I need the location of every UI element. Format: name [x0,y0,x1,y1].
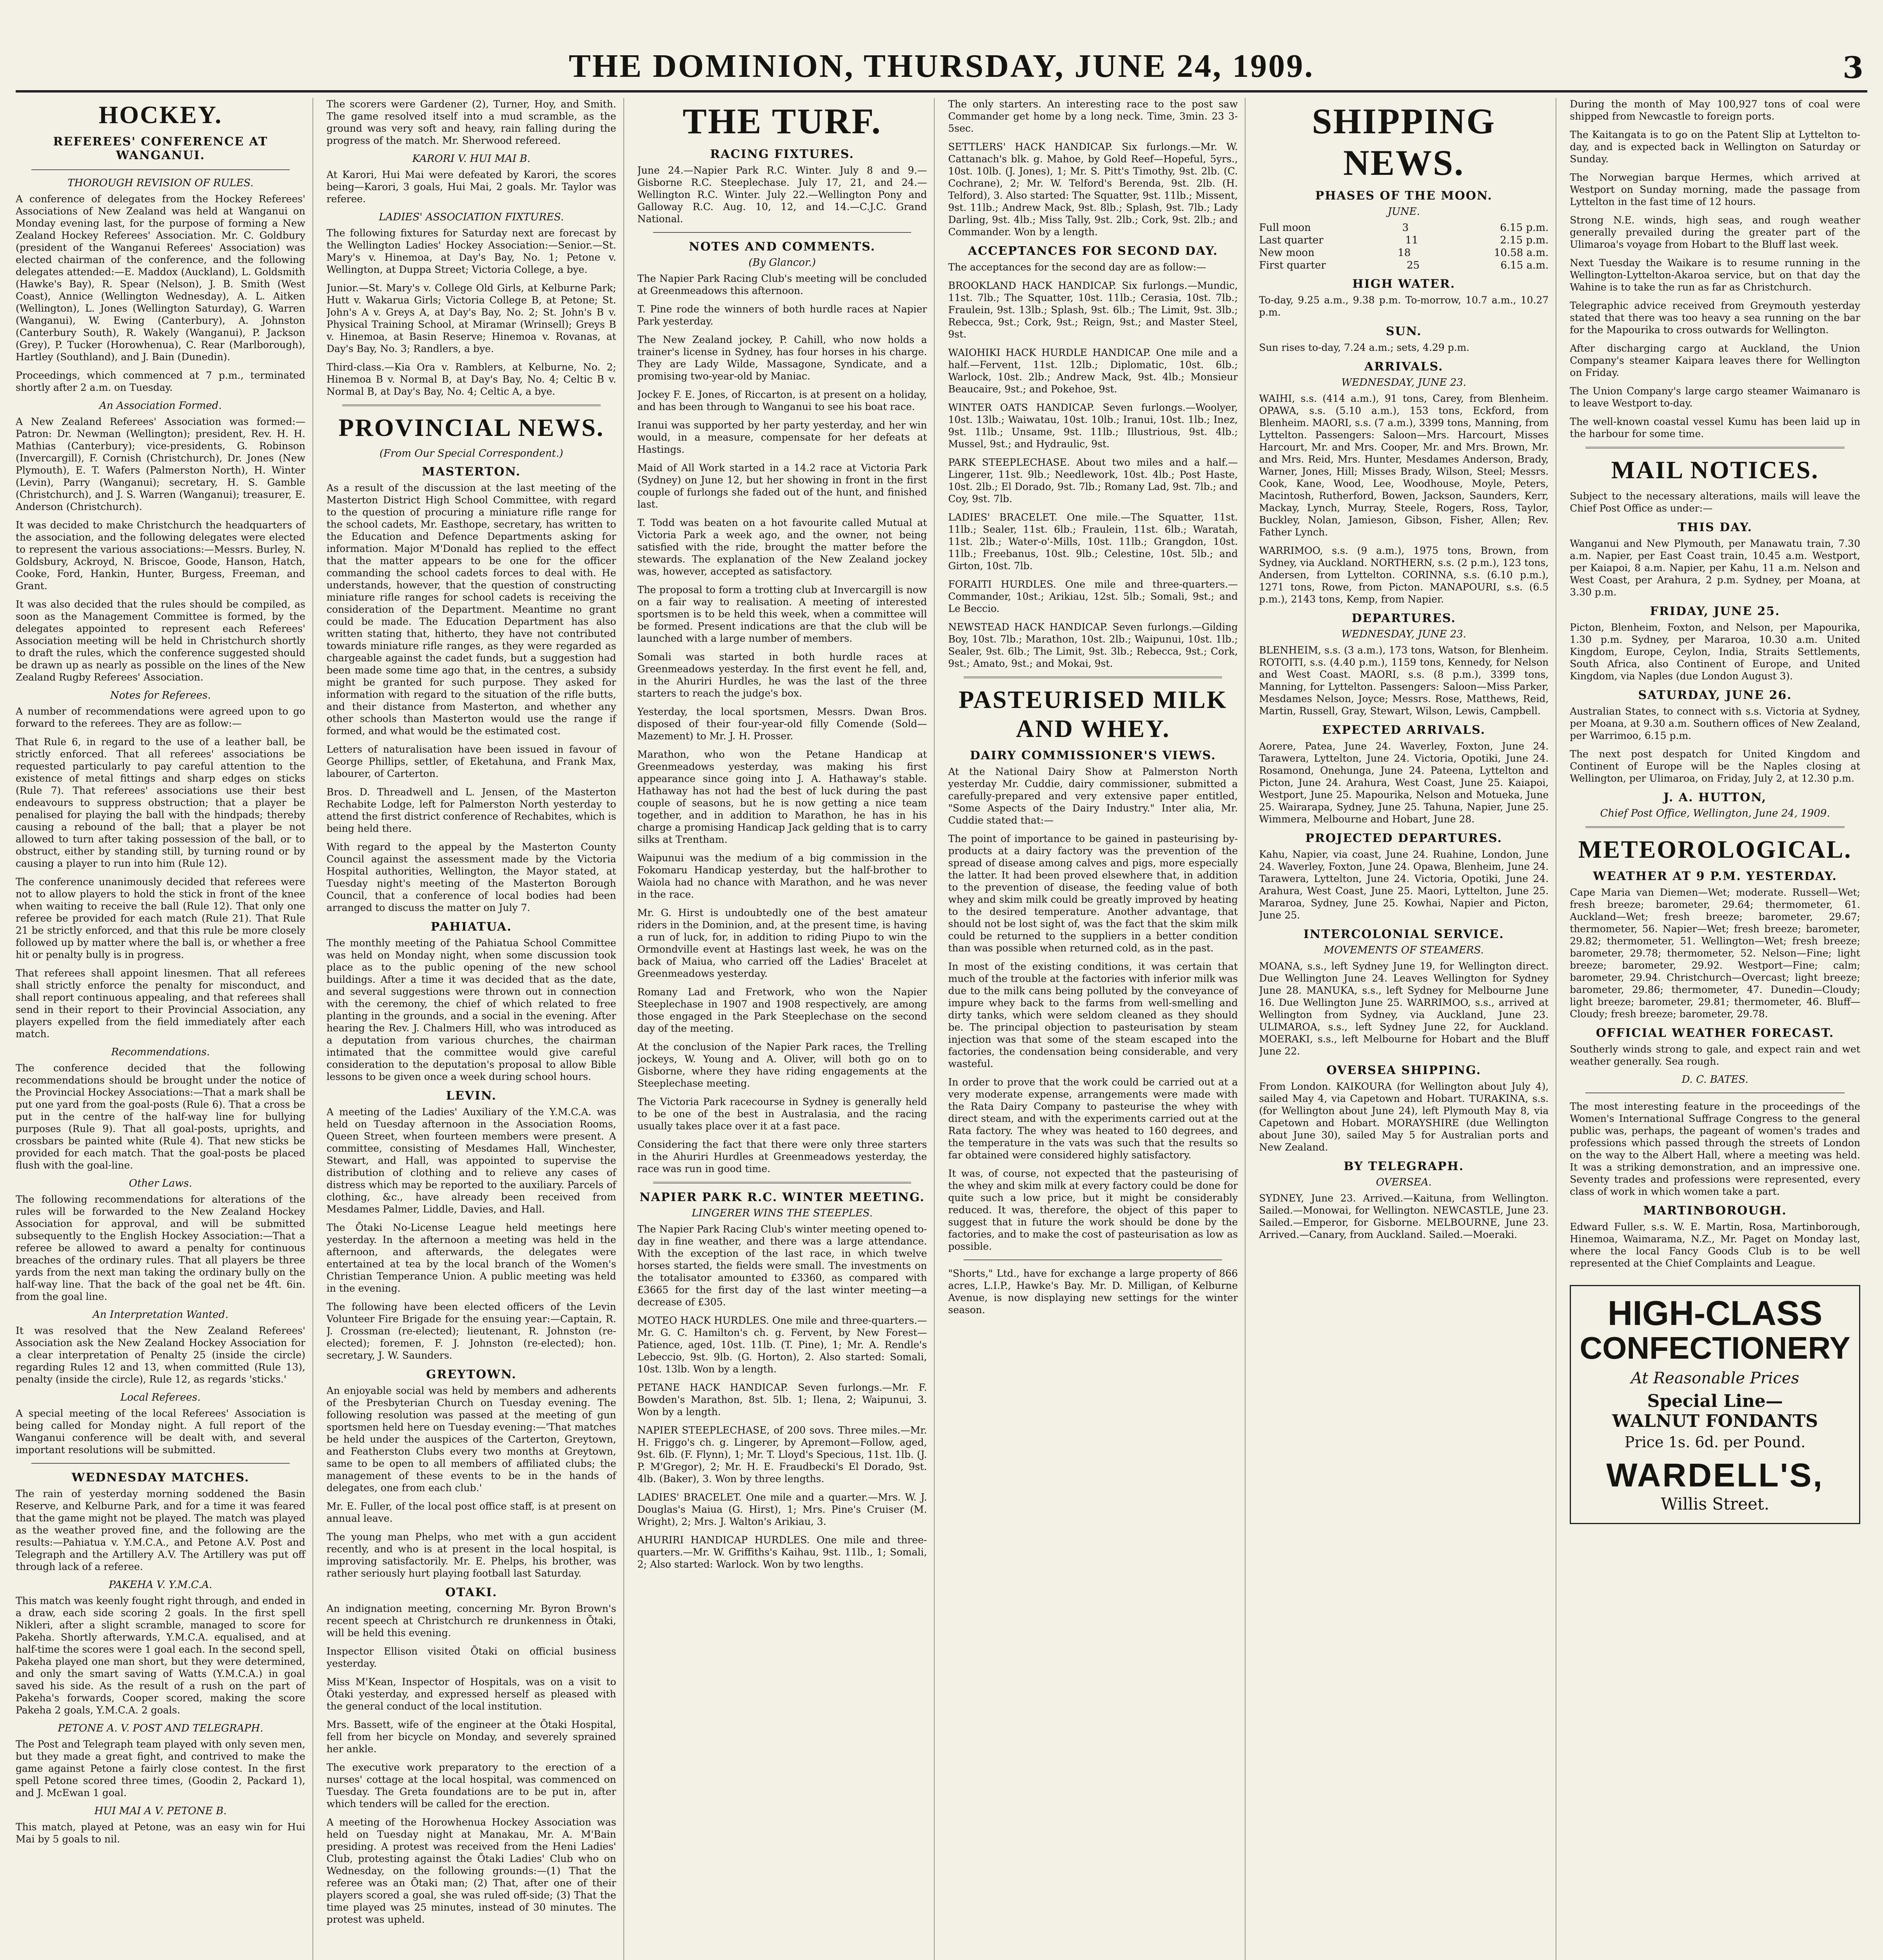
article-paragraph: Letters of naturalisation have been issued in favour of George Phillips, settler, of Eketahuna, and Frank Max, labourer, of Carterton. [326,744,616,779]
article-paragraph: The only starters. An interesting race to the post saw Commander get home by a long neck. Time, 3min. 23 3-5sec. [948,98,1238,134]
article-paragraph: The Post and Telegraph team played with only seven men, but they made a great fight, and contrived to make the game against Petone a fairly close contest. In the first spell Petone scored three times, (Goodin 2, Packard 1), and J. McEwan 1 goal. [16,1739,305,1798]
section-heading-turf: THE TURF. [683,101,882,141]
article-paragraph: AHURIRI HANDICAP HURDLES. One mile and three-quarters.—Mr. W. Griffiths's Kaihau, 9st. 11lb., 1; Somali, 2; Also started: Warlock. Won by two lengths. [637,1534,927,1570]
moon-phase-day: 11 [1405,234,1418,246]
moon-phase-day: 25 [1406,260,1420,271]
article-paragraph: Miss M'Kean, Inspector of Hospitals, was on a visit to Ōtaki yesterday, and expressed herself as pleased with the general conduct of the local institution. [326,1676,616,1712]
article-subheading: OTAKI. [445,1586,498,1599]
article-paragraph: The most interesting feature in the proceedings of the Women's International Suffrage Congress to the general public was, perhaps, the pageant of women's trades and professions which passed through the streets of London on the way to the Albert Hall, where a meeting was held. It was a striking demonstration, and an impressive one. Seventy trades and professions were represented, every class of work in which women take a part. [1570,1101,1860,1197]
section-heading-pasteurised-milk: PASTEURISED MILK AND WHEY. [959,686,1227,742]
article-paragraph: The following fixtures for Saturday next are forecast by the Wellington Ladies' Hockey Association:—Senior.—St. Mary's v. Hinemoa, at Day's Bay, No. 1; Petone v. Wellington, at Duppa Street; Victoria College, a bye. [326,227,616,275]
article-subheading: LEVIN. [446,1089,497,1103]
moon-phase-time: 6.15 p.m. [1500,222,1549,234]
article-subheading: (By Glancor.) [748,257,816,269]
article-paragraph: SYDNEY, June 23. Arrived.—Kaituna, from Wellington. Sailed.—Monowai, for Wellington. NEWCASTLE, June 23. Sailed.—Emperor, for Gisborne. MELBOURNE, June 23. Arrived.—Canary, from Auckland. Sailed.—Moeraki. [1259,1192,1549,1240]
column-4 [948,98,1246,1960]
ad-price: Price 1s. 6d. per Pound. [1624,1434,1806,1451]
divider [653,1182,912,1183]
article-paragraph: Aorere, Patea, June 24. Waverley, Foxton, June 24. Tarawera, Lyttelton, June 24. Victoria, Opotiki, June 24. Rosamond, Onehunga, June 24. Pateena, Lyttelton and Picton, June 24. Arahura, West Coast, June 25. Kaiapoi, Westport, June 25. Mapourika, Nelson and Motueka, June 25. Wairarapa, Sydney, June 25. Tahuna, Napier, June 25. Wimmera, Melbourne and Hobart, June 28. [1259,740,1549,825]
article-paragraph: A number of recommendations were agreed upon to go forward to the referees. They are as follow:— [16,706,305,729]
article-paragraph: The Napier Park Racing Club's meeting will be concluded at Greenmeadows this afternoon. [637,273,927,296]
article-paragraph: The rain of yesterday morning soddened the Basin Reserve, and Kelburne Park, and for a time it was feared that the game might not be played. The match was played as the weather proved fine, and the following are the results:—Pahiatua v. Y.M.C.A., and Petone A.V. Post and Telegraph and the Artillery A.V. The Artillery was put off through lack of a referee. [16,1488,305,1572]
article-paragraph: WINTER OATS HANDICAP. Seven furlongs.—Woolyer, 10st. 13lb.; Waiwatau, 10st. 10lb.; Iranui, 10st. 1lb.; Inez, 9st. 11lb.; Unsame, 9st. 11lb.; Illustrious, 9st. 4lb.; Mussel, 9st.; and Hydraulic, 9st. [948,402,1238,450]
article-paragraph: The next post despatch for United Kingdom and Continent of Europe will be the Naples closing at Wellington, per Ulimaroa, on Friday, July 2, at 12.30 p.m. [1570,748,1860,784]
article-subheading: MOVEMENTS OF STEAMERS. [1324,944,1484,956]
article-paragraph: Mr. E. Fuller, of the local post office staff, is at present on annual leave. [326,1501,616,1524]
article-paragraph: The scorers were Gardener (2), Turner, Hoy, and Smith. The game resolved itself into a mud scramble, as the ground was very soft and heavy, rain falling during the progress of the match. Mr. Sherwood refereed. [326,98,616,146]
article-subheading: INTERCOLONIAL SERVICE. [1303,927,1504,941]
article-subheading: PAKEHA V. Y.M.C.A. [109,1579,212,1591]
article-paragraph: PETANE HACK HANDICAP. Seven furlongs.—Mr. F. Bowden's Marathon, 8st. 5lb. 1; Ilena, 2; Waipunui, 3. Won by a length. [637,1382,927,1417]
article-subheading: PROJECTED DEPARTURES. [1305,831,1502,845]
article-paragraph: Somali was started in both hurdle races at Greenmeadows yesterday. In the first event he fell, and, in the Ahuriri Hurdles, he was the last of the three starters to reach the judge's box. [637,651,927,699]
article-paragraph: In most of the existing conditions, it was certain that much of the trouble at the factories with inferior milk was due to the milk cans being polluted by the conveyance of impure whey back to the farms from well-smelling and dirty tanks, which were seldom cleaned as they should be. The principal objection to pasteurisation by steam injection was that some of the steam escaped into the factories, the condensation being considerable, and very wasteful. [948,961,1238,1069]
moon-phase-time: 2.15 p.m. [1500,234,1549,246]
column-6 [1570,98,1867,1960]
article-paragraph: Kahu, Napier, via coast, June 24. Ruahine, London, June 24. Waverley, Foxton, June 24. Opawa, Blenheim, June 24. Tarawera, Lyttelton, June 24. Victoria, Opotiki, June 24. Arahura, West Coast, June 25. Maori, Lyttelton, June 25. Mararoa, Sydney, June 25. Kowhai, Napier and Picton, June 25. [1259,849,1549,921]
newspaper-title: THE DOMINION, THURSDAY, JUNE 24, 1909. [568,48,1315,84]
moon-phase-label: Full moon [1259,222,1311,234]
divider [1585,826,1845,828]
article-paragraph: Third-class.—Kia Ora v. Ramblers, at Kelburne, No. 2; Hinemoa B v. Normal B, at Day's Bay, No. 4; Celtic B v. Normal B, at Day's Bay, No. 4; Celtic A, a bye. [326,361,616,397]
article-subheading: THOROUGH REVISION OF RULES. [67,177,254,189]
article-subheading: GREYTOWN. [426,1368,517,1381]
article-paragraph: Next Tuesday the Waikare is to resume running in the Wellington-Lyttelton-Akaroa service, but on that day the Wahine is to take the run as far as Christchurch. [1570,257,1860,293]
moon-phase-label: New moon [1259,247,1315,259]
table-row [1259,247,1549,259]
column-1 [16,98,313,1960]
article-paragraph: Bros. D. Threadwell and L. Jensen, of the Masterton Rechabite Lodge, left for Palmerston North yesterday to attend the first district conference of Rechabites, which is being held there. [326,786,616,834]
article-subheading: THIS DAY. [1678,521,1752,534]
article-paragraph: NAPIER STEEPLECHASE, of 200 sovs. Three miles.—Mr. H. Friggo's ch. g. Lingerer, by Apremont—Follow, aged, 9st. 6lb. (F. Flynn), 1; Mr. T. Lloyd's Specious, 11st. 1lb. (J. P. M'Gregor), 2; Mr. H. E. Fraudbecki's El Dorado, 9st. 4lb. (Baker), 3. Won by three lengths. [637,1425,927,1485]
signature-line: D. C. BATES. [1681,1074,1749,1085]
article-paragraph: The well-known coastal vessel Kumu has been laid up in the harbour for some time. [1570,416,1860,439]
article-subheading: OVERSEA. [1376,1176,1432,1188]
ad-tagline: At Reasonable Prices [1631,1369,1799,1387]
article-paragraph: This match was keenly fought right through, and ended in a draw, each side scoring 2 goals. In the first spell Nikleri, after a slight scramble, managed to score for Pakeha. Shortly afterwards, Y.M.C.A. equalised, and at half-time the scores were 1 goal each. In the second spell, Pakeha played one man short, but they were determined, and only the smart saving of Watts (Y.M.C.A.) in goal saved his side. As the result of a rush on the part of Pakeha's forwards, Cooper scored, making the score Pakeha 2 goals, Y.M.C.A. 2 goals. [16,1595,305,1716]
article-subheading: REFEREES' CONFERENCE AT WANGANUI. [53,135,268,162]
article-paragraph: Iranui was supported by her party yesterday, and her win would, in a measure, compensate for her defeats at Hastings. [637,419,927,455]
article-subheading: OFFICIAL WEATHER FORECAST. [1596,1026,1834,1040]
article-paragraph: WAIHI, s.s. (414 a.m.), 91 tons, Carey, from Blenheim. OPAWA, s.s. (5.10 a.m.), 153 tons, Eckford, from Blenheim. MAORI, s.s. (7 a.m.), 3399 tons, Manning, from Lyttelton. Passengers: Saloon—Mrs. Harcourt, Misses Harcourt, Mr. and Mrs. Cooper, Mr. and Mrs. Brown, Mr. and Mrs. Reid, Mrs. Hunter, Mesdames Anderson, Brady, Warner, Jones, Hill; Misses Brady, Wilson, Steel; Messrs. Cook, Kane, Wood, Lee, Woodhouse, Moyle, Peters, Macintosh, Rutherford, Bowen, Jackson, Saunders, Kerr, Mackay, Lynch, Murray, Steele, Rogers, Ross, Taylor, Buckley, Nolan, Jamieson, Gibson, Fisher, Allen; Rev. Father Lynch. [1259,393,1549,538]
article-paragraph: In order to prove that the work could be carried out at a very moderate expense, arrangements were made with the Rata Dairy Company to pasteurise the whey with direct steam, and with the experiments carried out at the Rata factory. The whey was heated to 160 degrees, and the temperature in the vats was such that the results so far obtained were considered highly satisfactory. [948,1076,1238,1161]
article-paragraph: Mr. G. Hirst is undoubtedly one of the best amateur riders in the Dominion, and, at the present time, is having a run of luck, for, in addition to riding Piupo to win the Ormondville event at Hastings last week, he was on the back of Maiua, who carried off the Ladies' Bracelet at Greenmeadows yesterday. [637,907,927,979]
article-paragraph: The Kaitangata is to go on the Patent Slip at Lyttelton to-day, and is expected back in Wellington on Saturday or Sunday. [1570,129,1860,165]
signature-line: Chief Post Office, Wellington, June 24, 1909. [1600,808,1830,819]
article-subheading: An Interpretation Wanted. [93,1309,229,1321]
article-subheading: HIGH WATER. [1352,277,1456,291]
article-paragraph: SETTLERS' HACK HANDICAP. Six furlongs.—Mr. W. Cattanach's blk. g. Mahoe, by Gold Reef—Hopeful, 5yrs., 10st. 10lb. (J. Jones), 1; Mr. S. Pitt's Timothy, 9st. 2lb. (C. Cochrane), 2; Mr. W. Telford's Berenda, 9st. 2lb. (H. Telford), 3. Also started: The Squatter, 9st. 11lb.; Missent, 9st. 11lb.; Andrew Mack, 9st. 8lb.; Splash, 9st. 7lb.; Lady Darling, 9st. 4lb.; Miss Tally, 9st. 2lb.; Cork, 9st. 2lb.; and Commander. Won by a length. [948,141,1238,238]
article-paragraph: Waipunui was the medium of a big commission in the Fokomaru Handicap yesterday, but the half-brother to Waiola had no chance with Marathon, and he was never in the race. [637,852,927,900]
article-paragraph: From London. KAIKOURA (for Wellington about July 4), sailed May 4, via Capetown and Hobart. TURAKINA, s.s. (for Wellington about June 24), left Plymouth May 8, via Capetown and Hobart. MORAYSHIRE (due Wellington about June 30), sailed May 5 for Australian ports and New Zealand. [1259,1081,1549,1153]
article-subheading: MASTERTON. [422,465,521,479]
article-subheading: (From Our Special Correspondent.) [379,448,563,459]
article-subheading: DEPARTURES. [1351,612,1456,625]
article-subheading: WEDNESDAY, JUNE 23. [1341,377,1467,388]
article-subheading: EXPECTED ARRIVALS. [1322,723,1486,737]
article-subheading: An Association Formed. [99,400,222,412]
article-paragraph: June 24.—Napier Park R.C. Winter. July 8 and 9.—Gisborne R.C. Steeplechase. July 17, 21, and 24.—Wellington R.C. Winter. July 22.—Wellington Pony and Galloway R.C. Aug. 10, 12, and 14.—C.J.C. Grand National. [637,165,927,225]
article-paragraph: Romany Lad and Fretwork, who won the Napier Steeplechase in 1907 and 1908 respectively, are among those engaged in the Park Steeplechase on the second day of the meeting. [637,986,927,1034]
article-paragraph: To-day, 9.25 a.m., 9.38 p.m. To-morrow, 10.7 a.m., 10.27 p.m. [1259,294,1549,318]
divider [31,169,290,170]
section-heading-provincial-news: PROVINCIAL NEWS. [338,414,604,441]
article-paragraph: The proposal to form a trotting club at Invercargill is now on a fair way to realisation. A meeting of interested sportsmen is to be held this week, when a committee will be formed. Present indications are that the club will be launched with a large number of members. [637,584,927,644]
article-subheading: NOTES AND COMMENTS. [689,240,876,254]
article-paragraph: That Rule 6, in regard to the use of a leather ball, be strictly enforced. That all referees' associations be requested particularly to pay careful attention to the existence of metal fittings and sharp edges on sticks (Rule 7). That referees' associations use their best endeavours to suppress obstruction; that a player be penalised for playing the ball with the hindpads; thereby causing a rebound of the ball; that a player be not allowed to turn after taking possession of the ball, or to obstruct, either by standing still, by turning round or by causing a player to run into him (Rule 12). [16,736,305,869]
article-subheading: SUN. [1385,325,1422,338]
article-paragraph: The following recommendations for alterations of the rules will be forwarded to the New Zealand Hockey Association for approval, and will be submitted subsequently to the English Hockey Association:—That a referee be allowed to award a penalty for continuous breaches of the ordinary rules. That all players be three yards from the next man taking the ordinary bully on the half-way line. That the back of the goal net be 4ft. 6in. from the goal line. [16,1194,305,1302]
ad-headline: CONFECTIONERY [1580,1330,1850,1365]
article-subheading: WEDNESDAY, JUNE 23. [1341,628,1467,640]
column-5 [1259,98,1556,1960]
column-3 [637,98,935,1960]
article-paragraph: At the conclusion of the Napier Park races, the Trelling jockeys, W. Young and A. Oliver, will both go on to Gisborne, where they have riding engagements at the Steeplechase meeting. [637,1041,927,1089]
article-subheading: ARRIVALS. [1364,360,1444,374]
newspaper-columns [16,98,1867,1960]
article-paragraph: WAIOHIKI HACK HURDLE HANDICAP. One mile and a half.—Fervent, 11st. 12lb.; Diplomatic, 10st. 6lb.; Warlock, 10st. 2lb.; Andrew Mack, 9st. 4lb.; Monsieur Beaucaire, 9st.; and Pokehoe, 9st. [948,347,1238,395]
article-paragraph: A meeting of the Ladies' Auxiliary of the Y.M.C.A. was held on Tuesday afternoon in the Association Rooms, Queen Street, when fourteen members were present. A committee, consisting of Mesdames Hall, Winchester, Stewart, and Hall, was appointed to supervise the distribution of clothing and to relieve any cases of distress which may be reported to the auxiliary. Parcels of clothing, &c., have already been received from Mesdames Palmer, Liddle, Davies, and Hall. [326,1106,616,1215]
article-subheading: LINGERER WINS THE STEEPLES. [692,1207,873,1219]
article-paragraph: The Norwegian barque Hermes, which arrived at Westport on Sunday morning, made the passage from Lyttelton in the fast time of 12 hours. [1570,172,1860,207]
article-subheading: Notes for Referees. [110,690,211,701]
section-heading-shipping-news: SHIPPING NEWS. [1312,101,1496,183]
article-paragraph: As a result of the discussion at the last meeting of the Masterton District High School Committee, with regard to the question of procuring a miniature rifle range for the school cadets, Mr. Easthope, secretary, has written to the Education and Defence Departments asking for information. Major M'Donald has replied to the effect that the matter appears to be one for the officer commanding the school cadets forces to deal with. He understands, however, that the question of constructing miniature rifle ranges for school cadets is receiving the consideration of the Department. Meantime no grant could be made. The Education Department has also written stating that, hitherto, they have not contributed towards miniature rifle ranges, as they were regarded as chargeable against the cadet funds, but a suggestion had been made some time ago that, in the centres, a subsidy might be granted for such purpose. They asked for information with regard to the situation of the rifle butts, and their distance from Masterton, and whether any other schools than Masterton would use the range if formed, and what would be the estimated cost. [326,482,616,737]
article-paragraph: Proceedings, which commenced at 7 p.m., terminated shortly after 2 a.m. on Tuesday. [16,370,305,393]
article-paragraph: It was, of course, not expected that the pasteurising of the whey and skim milk at every factory could be done for quite such a low price, but it might be considerably reduced. It was, therefore, the object of this paper to suggest that in future the work should be done by the factories, and to make the cost of pasteurisation as low as possible. [948,1168,1238,1252]
article-subheading: Other Laws. [129,1178,192,1189]
article-paragraph: It was decided to make Christchurch the headquarters of the association, and the following delegates were elected to represent the various associations:—Messrs. Burley, N. Goldsbury, Ackroyd, N. Briscoe, Goode, Hanson, Hatch, Cooke, Ford, Hankin, Hunter, Burgess, Freeman, and Grant. [16,519,305,592]
section-heading-mail-notices: MAIL NOTICES. [1611,456,1819,484]
article-paragraph: FORAITI HURDLES. One mile and three-quarters.—Commander, 10st.; Arikiau, 12st. 5lb.; Somali, 9st.; and Le Beccio. [948,579,1238,614]
section-heading-hockey: HOCKEY. [98,101,223,129]
article-paragraph: Marathon, who won the Petane Handicap at Greenmeadows yesterday, was making his first appearance since going into J. A. Hathaway's stable. Hathaway has not had the best of luck during the past couple of seasons, but he is now getting a nice team together, and in addition to Marathon, he has in his charge a promising Handicap Jack gelding that is to carry silks at Trentham. [637,749,927,845]
article-subheading: OVERSEA SHIPPING. [1326,1063,1482,1077]
article-paragraph: "Shorts," Ltd., have for exchange a large property of 866 acres, L.I.P., Hawke's Bay. Mr. D. Milligan, of Kelburne Avenue, is now displaying new settings for the winter season. [948,1268,1238,1316]
article-paragraph: The monthly meeting of the Pahiatua School Committee was held on Monday night, when some discussion took place as to the public opening of the new school buildings. After a time it was decided that as the date, and several suggestions were thrown out in connection with the ceremony, the chief of which related to free planting in the grounds, and a social in the evening. After hearing the Rev. J. Chalmers Hill, who was introduced as a deputation from various churches, the chairman intimated that the committee would give careful consideration to the deputation's proposal to allow Bible lessons to be given once a week during school hours. [326,937,616,1082]
article-subheading: PAHIATUA. [430,920,512,934]
article-paragraph: Southerly winds strong to gale, and expect rain and wet weather generally. Sea rough. [1570,1044,1860,1067]
article-paragraph: The New Zealand jockey, P. Cahill, who now holds a trainer's license in Sydney, has four horses in his charge. They are Lady Wilde, Massagone, Syndicate, and a promising two-year-old by Maniac. [637,334,927,382]
article-paragraph: Mrs. Bassett, wife of the engineer at the Ōtaki Hospital, fell from her bicycle on Monday, and severely sprained her ankle. [326,1719,616,1755]
article-subheading: WEATHER AT 9 P.M. YESTERDAY. [1593,869,1837,883]
article-paragraph: Edward Fuller, s.s. W. E. Martin, Rosa, Martinborough, Hinemoa, Waimarama, N.Z., Mr. Paget on Monday last, where the local Fancy Goods Club is to be well represented at the Chief Complaints and League. [1570,1221,1860,1269]
divider [653,232,912,233]
signature-line: J. A. HUTTON, [1663,791,1767,804]
article-paragraph: Sun rises to-day, 7.24 a.m.; sets, 4.29 p.m. [1259,342,1470,353]
article-subheading: KARORI V. HUI MAI B. [412,153,530,165]
article-paragraph: Cape Maria van Diemen—Wet; moderate. Russell—Wet; fresh breeze; barometer, 29.64; thermometer, 61. Auckland—Wet; fresh breeze; barometer, 29.67; thermometer, 56. Napier—Wet; fresh breeze; barometer, 29.82; thermometer, 51. Wellington—Wet; fresh breeze; barometer, 29.78; thermometer, 52. Nelson—Fine; light breeze; barometer, 29.92. Westport—Fine; calm; barometer, 29.94. Christchurch—Overcast; light breeze; barometer, 29.86; thermometer, 47. Dunedin—Cloudy; light breeze; barometer, 29.81; thermometer, 46. Bluff—Cloudy; fresh breeze; barometer, 29.78. [1570,887,1860,1020]
article-paragraph: Telegraphic advice received from Greymouth yesterday stated that there was too heavy a sea running on the bar for the Mapourika to cross outwards for Wellington. [1570,300,1860,336]
article-subheading: LADIES' ASSOCIATION FIXTURES. [379,211,564,223]
article-subheading: ACCEPTANCES FOR SECOND DAY. [968,244,1218,258]
article-paragraph: The executive work preparatory to the erection of a nurses' cottage at the local hospital, was commenced on Tuesday. The Greta foundations are to be put in, after which tenders will be called for the erection. [326,1762,616,1809]
article-paragraph: Jockey F. E. Jones, of Riccarton, is at present on a holiday, and has been through to Wanganui to see his boat race. [637,389,927,412]
moon-phase-table [1259,221,1549,272]
article-paragraph: Subject to the necessary alterations, mails will leave the Chief Post Office as under:— [1570,490,1860,514]
article-subheading: BY TELEGRAPH. [1344,1160,1464,1173]
article-paragraph: Maid of All Work started in a 14.2 race at Victoria Park (Sydney) on June 12, but her showing in front in the first couple of furlongs she faded out of the hunt, and finished last. [637,462,927,510]
divider [342,405,601,406]
moon-phase-day: 3 [1402,222,1409,234]
article-paragraph: The following have been elected officers of the Levin Volunteer Fire Brigade for the ensuing year:—Captain, R. J. Crossman (re-elected); lieutenant, R. Johnston (re-elected); foremen, F. J. Johnston (re-elected); hon. secretary, J. W. Saunders. [326,1301,616,1361]
article-paragraph: At Karori, Hui Mai were defeated by Karori, the scores being—Karori, 3 goals, Hui Mai, 2 goals. Mr. Taylor was referee. [326,169,616,205]
article-paragraph: The acceptances for the second day are as follow:— [948,261,1206,273]
article-paragraph: Considering the fact that there were only three starters in the Ahuriri Hurdles at Greenmeadows yesterday, the race was run in good time. [637,1139,927,1174]
table-row [1259,234,1549,247]
article-paragraph: An indignation meeting, concerning Mr. Byron Brown's recent speech at Christchurch re drunkenness in Ōtaki, will be held this evening. [326,1603,616,1639]
article-paragraph: BLENHEIM, s.s. (3 a.m.), 173 tons, Watson, for Blenheim. ROTOITI, s.s. (4.40 p.m.), 1159 tons, Kennedy, for Nelson and West Coast. MAORI, s.s. (8 p.m.), 3399 tons, Manning, for Lyttelton. Passengers: Saloon—Miss Parker, Mesdames Nelson, Joyce; Messrs. Rose, Matthews, Reid, Martin, Russell, Gray, Stewart, Wilson, Lewis, Campbell. [1259,644,1549,717]
article-paragraph: MOANA, s.s., left Sydney June 19, for Wellington direct. Due Wellington June 24. Leaves Wellington for Sydney June 28. MANUKA, s.s., left Sydney for Melbourne June 16. Due Wellington June 25. WARRIMOO, s.s., arrived at Wellington from Sydney, via Auckland, June 23. ULIMAROA, s.s., left Sydney June 22, for Auckland. MOERAKI, s.s., left Melbourne for Hobart and the Bluff June 22. [1259,960,1549,1057]
article-subheading: DAIRY COMMISSIONER'S VIEWS. [970,749,1216,762]
table-row [1259,259,1549,272]
article-paragraph: An enjoyable social was held by members and adherents of the Presbyterian Church on Tuesday evening. The following resolution was passed at the meeting of gun sportsmen held here on Tuesday evening:—'That matches be held under the auspices of the Carterton, Greytown, and Featherston Clubs every two months at Greytown, same to be open to all members of affiliated clubs; the management of these events to be in the hands of delegates, one from each club.' [326,1385,616,1494]
article-paragraph: PARK STEEPLECHASE. About two miles and a half.—Lingerer, 11st. 9lb.; Needlework, 10st. 4lb.; Post Haste, 10st. 2lb.; El Dorado, 9st. 7lb.; Romany Lad, 9st. 7lb.; and Coy, 9st. 7lb. [948,457,1238,505]
article-subheading: HUI MAI A V. PETONE B. [94,1805,227,1817]
article-paragraph: Yesterday, the local sportsmen, Messrs. Dwan Bros. disposed of their four-year-old filly Comende (Sold—Mazement) to Mr. J. H. Prosser. [637,706,927,742]
article-paragraph: It was also decided that the rules should be compiled, as soon as the Management Committee is formed, by the delegates appointed to represent each Referees' Association meeting will be held in Christchurch shortly to draft the rules, which the conference suggested should be drawn up as nearly as possible on the lines of the New Zealand Rugby Referees' Association. [16,599,305,683]
article-paragraph: The Napier Park Racing Club's winter meeting opened to-day in fine weather, and there was a large attendance. With the exception of the last race, in which twelve horses started, the fields were small. The investments on the totalisator amounted to £3360, as compared with £3665 for the first day of the last winter meeting—a decrease of £305. [637,1223,927,1308]
section-heading-meteorological: METEOROLOGICAL. [1578,835,1852,863]
article-paragraph: A meeting of the Horowhenua Hockey Association was held on Tuesday night at Manakau, Mr. A. M'Bain presiding. A protest was received from the Heni Ladies' Club, protesting against the Ōtaki Ladies' Club who on Wednesday, on the following grounds:—(1) That the referee was an Ōtaki man; (2) That, after one of their players scored a goal, she was ruled off-side; (3) That the time played was 25 minutes, instead of 30 minutes. The protest was upheld. [326,1817,616,1925]
article-paragraph: Wanganui and New Plymouth, per Manawatu train, 7.30 a.m. Napier, per East Coast train, 10.45 a.m. Westport, per Kaiapoi, 8 a.m. Napier, per Kahu, 11 a.m. Nelson and West Coast, per Arahura, 2 p.m. Sydney, per Moana, at 3.30 p.m. [1570,538,1860,598]
ad-brand: WARDELL'S, [1606,1457,1824,1494]
article-paragraph: A conference of delegates from the Hockey Referees' Associations of New Zealand was held at Wanganui on Monday evening last, for the purpose of forming a New Zealand Hockey Referees' Association. Mr. C. Goldbury (president of the Wanganui Referees' Association) was elected chairman of the conference, and the following delegates attended:—E. Maddox (Auckland), L. Goldsmith (Hawke's Bay), R. Spear (Nelson), J. B. Smith (West Coast), Annice (Wellington Wednesday), A. L. Aitken (Wellington), L. Jones (Wellington Saturday), G. Warren (Wanganui), W. Ewing (Canterbury), A. Johnston (Canterbury South), R. Wakely (Wanganui), P. Jackson (Grey), P. Tucker (Horowhenua), C. Rear (Marlborough), Hartley (Southland), and J. Bain (Dunedin). [16,193,305,363]
article-paragraph: Inspector Ellison visited Ōtaki on official business yesterday. [326,1646,616,1669]
article-paragraph: That referees shall appoint linesmen. That all referees shall strictly enforce the penalty for misconduct, and shall report continuous appealing, and that referees shall send in their report to their Provincial Association, any players expelled from the field immediately after each match. [16,967,305,1040]
moon-phase-label: First quarter [1259,260,1326,271]
article-subheading: Local Referees. [120,1392,201,1403]
article-paragraph: T. Todd was beaten on a hot favourite called Mutual at Victoria Park a week ago, and the owner, not being satisfied with the ride, brought the matter before the stewards. The explanation of the New Zealand jockey was, however, accepted as satisfactory. [637,517,927,577]
article-paragraph: A special meeting of the local Referees' Association is being called for Monday night. A full report of the Wanganui conference will be dealt with, and several important resolutions will be submitted. [16,1408,305,1455]
moon-phase-label: Last quarter [1259,234,1324,246]
article-paragraph: NEWSTEAD HACK HANDICAP. Seven furlongs.—Gilding Boy, 10st. 7lb.; Marathon, 10st. 2lb.; Waipunui, 10st. 1lb.; Sealer, 9st. 6lb.; The Limit, 9st. 3lb.; Rebecca, 9st.; Cork, 9st.; Amato, 9st.; and Mokai, 9st. [948,621,1238,669]
article-paragraph: It was resolved that the New Zealand Referees' Association ask the New Zealand Hockey Association for a clear interpretation of Penalty 25 (inside the circle) regarding Rules 12 and 13, when committed (Rule 13), penalty (inside the circle), Rule 12, as regards 'sticks.' [16,1325,305,1385]
ad-headline: HIGH-CLASS [1607,1294,1823,1332]
divider [964,677,1222,678]
article-paragraph: Australian States, to connect with s.s. Victoria at Sydney, per Moana, at 9.30 a.m. Southern offices of New Zealand, per Warrimoo, 6.15 p.m. [1570,706,1860,741]
ad-address: Willis Street. [1661,1494,1769,1514]
ad-special-line: Special Line— [1647,1391,1783,1411]
page-number: 3 [1843,50,1863,85]
article-paragraph: Junior.—St. Mary's v. College Old Girls, at Kelburne Park; Hutt v. Wakarua Girls; Victoria College B, at Petone; St. John's A v. Greys A, at Day's Bay, No. 2; St. John's B v. Physical Training School, at Miramar (Wrinsell); Greys B v. Hinemoa, at Basin Reserve; Hinemoa v. Rovanas, at Day's Bay, No. 3; Randlers, a bye. [326,282,616,354]
article-subheading: FRIDAY, JUNE 25. [1650,604,1780,618]
article-paragraph: A New Zealand Referees' Association was formed:—Patron: Dr. Newman (Wellington); president, Rev. H. H. Mathias (Canterbury); vice-presidents, G. Robinson (Invercargill), F. Cornish (Christchurch), Dr. Jones (New Plymouth), E. T. Wafers (Palmerston North), H. Winter (Levin), Parry (Wanganui); secretary, H. S. Gamble (Christchurch), and J. S. Warren (Wanganui); treasurer, E. Anderson (Christchurch). [16,416,305,512]
article-subheading: WEDNESDAY MATCHES. [71,1471,250,1485]
article-paragraph: BROOKLAND HACK HANDICAP. Six furlongs.—Mundic, 11st. 7lb.; The Squatter, 10st. 11lb.; Cerasia, 10st. 7lb.; Fraulein, 9st. 13lb.; Splash, 9st. 6lb.; The Limit, 9st. 3lb.; Rebecca, 9st.; Cork, 9st.; Reign, 9st.; and Master Steel, 9st. [948,280,1238,340]
column-2 [327,98,624,1960]
article-paragraph: This match, played at Petone, was an easy win for Hui Mai by 5 goals to nil. [16,1821,305,1845]
masthead [16,47,1867,93]
article-paragraph: With regard to the appeal by the Masterton County Council against the assessment made by the Victoria Hospital authorities, Wellington, the Mayor stated, at Tuesday night's meeting of the Masterton Borough Council, that a conference of local bodies had been arranged to discuss the matter on July 7. [326,841,616,913]
article-paragraph: The point of importance to be gained in pasteurising by-products at a dairy factory was the prevention of the spread of disease among calves and pigs, more especially the latter. It had been proved elsewhere that, in addition to the prevention of disease, the feeding value of both whey and skim milk could be greatly improved by heating to the desired temperature. Another advantage, that should not be lost sight of, was the fact that the skim milk could be returned to the suppliers in a better condition than was possible when returned cold, as in the past. [948,833,1238,954]
divider [31,1463,290,1464]
article-paragraph: The conference decided that the following recommendations should be brought under the notice of the Provincial Hockey Associations:—That a mark shall be put one yard from the goal-posts (Rule 6). That a cross be put in the centre of the half-way line for bullying purposes (Rule 9). That all goal-posts, uprights, and crossbars be painted white (Rule 4). That new sticks be provided for each match. That the goal-posts be placed flush with the goal-line. [16,1062,305,1171]
article-paragraph: LADIES' BRACELET. One mile.—The Squatter, 11st. 11lb.; Sealer, 11st. 6lb.; Fraulein, 11st. 6lb.; Waratah, 11st. 2lb.; Water-o'-Mills, 10st. 11lb.; Grangdon, 10st. 11lb.; Freebanus, 10st. 9lb.; Celestine, 10st. 5lb.; and Girton, 10st. 7lb. [948,512,1238,572]
article-paragraph: During the month of May 100,927 tons of coal were shipped from Newcastle to foreign ports. [1570,98,1860,122]
article-subheading: MARTINBOROUGH. [1643,1204,1787,1218]
article-paragraph: Picton, Blenheim, Foxton, and Nelson, per Mapourika, 1.30 p.m. Sydney, per Mararoa, 10.30 a.m. United Kingdom, Europe, Ceylon, India, Straits Settlements, South Africa, also Continent of Europe, and United Kingdom, via Naples (due London August 3). [1570,622,1860,682]
divider [1585,447,1845,448]
ad-product: WALNUT FONDANTS [1612,1411,1818,1431]
article-subheading: PHASES OF THE MOON. [1315,189,1493,203]
article-subheading: Recommendations. [111,1046,210,1058]
article-paragraph: The Ōtaki No-License League held meetings here yesterday. In the afternoon a meeting was held in the afternoon, and afterwards, the delegates were entertained at tea by the local branch of the Women's Christian Temperance Union. A public meeting was held in the evening. [326,1222,616,1294]
article-paragraph: The conference unanimously decided that referees were not to allow players to hold the stick in front of the knee when waiting to receive the ball (Rule 12). That only one referee be provided for each match (Rule 21). That Rule 21 be strictly enforced, and that this rule be more closely followed up by matter where the ball is, or whether a free hit or penalty bully is in progress. [16,876,305,960]
article-paragraph: The Union Company's large cargo steamer Waimanaro is to leave Westport to-day. [1570,385,1860,409]
article-paragraph: At the National Dairy Show at Palmerston North yesterday Mr. Cuddie, dairy commissioner, submitted a carefully-prepared and very extensive paper entitled, "Some Aspects of the Dairy Industry." Inter alia, Mr. Cuddie stated that:— [948,766,1238,826]
table-row [1259,221,1549,234]
confectionery-advertisement [1570,1285,1860,1524]
article-subheading: PETONE A. V. POST AND TELEGRAPH. [58,1722,263,1734]
article-paragraph: Strong N.E. winds, high seas, and rough weather generally prevailed during the greater part of the Ulimaroa's voyage from Hobart to the Bluff last week. [1570,214,1860,250]
article-paragraph: After discharging cargo at Auckland, the Union Company's steamer Kaipara leaves there for Wellington on Friday. [1570,343,1860,378]
article-paragraph: WARRIMOO, s.s. (9 a.m.), 1975 tons, Brown, from Sydney, via Auckland. NORTHERN, s.s. (2 p.m.), 123 tons, Andersen, from Lyttelton. CORINNA, s.s. (6.10 p.m.), 1271 tons, Rowe, from Picton. MANAPOURI, s.s. (6.5 p.m.), 2143 tons, Kemp, from Napier. [1259,545,1549,605]
divider [964,1259,1222,1260]
article-paragraph: MOTEO HACK HURDLES. One mile and three-quarters.—Mr. G. C. Hamilton's ch. g. Fervent, by New Forest—Patience, aged, 10st. 11lb. (T. Pine), 1; Mr. A. Rendle's Lebeccio, 9st. 9lb. (G. Horton), 2. Also started: Somali, 10st. 13lb. Won by a length. [637,1315,927,1375]
article-paragraph: The Victoria Park racecourse in Sydney is generally held to be one of the best in Australasia, and the racing usually takes place over it at a fast pace. [637,1096,927,1132]
article-subheading: SATURDAY, JUNE 26. [1638,688,1792,702]
moon-phase-day: 18 [1398,247,1411,259]
article-paragraph: T. Pine rode the winners of both hurdle races at Napier Park yesterday. [637,303,927,327]
article-subheading: RACING FIXTURES. [710,147,854,161]
article-paragraph: LADIES' BRACELET. One mile and a quarter.—Mrs. W. J. Douglas's Maiua (G. Hirst), 1; Mrs. Pine's Cruiser (M. Wright), 2; Mrs. J. Walton's Arikiau, 3. [637,1492,927,1527]
moon-phase-time: 6.15 a.m. [1500,260,1549,271]
article-paragraph: The young man Phelps, who met with a gun accident recently, and who is at present in the local hospital, is improving satisfactorily. Mr. E. Phelps, his brother, was rather seriously hurt playing football last Saturday. [326,1531,616,1579]
article-subheading: JUNE. [1387,206,1420,218]
article-subheading: NAPIER PARK R.C. WINTER MEETING. [639,1191,925,1204]
moon-phase-time: 10.58 a.m. [1494,247,1549,259]
